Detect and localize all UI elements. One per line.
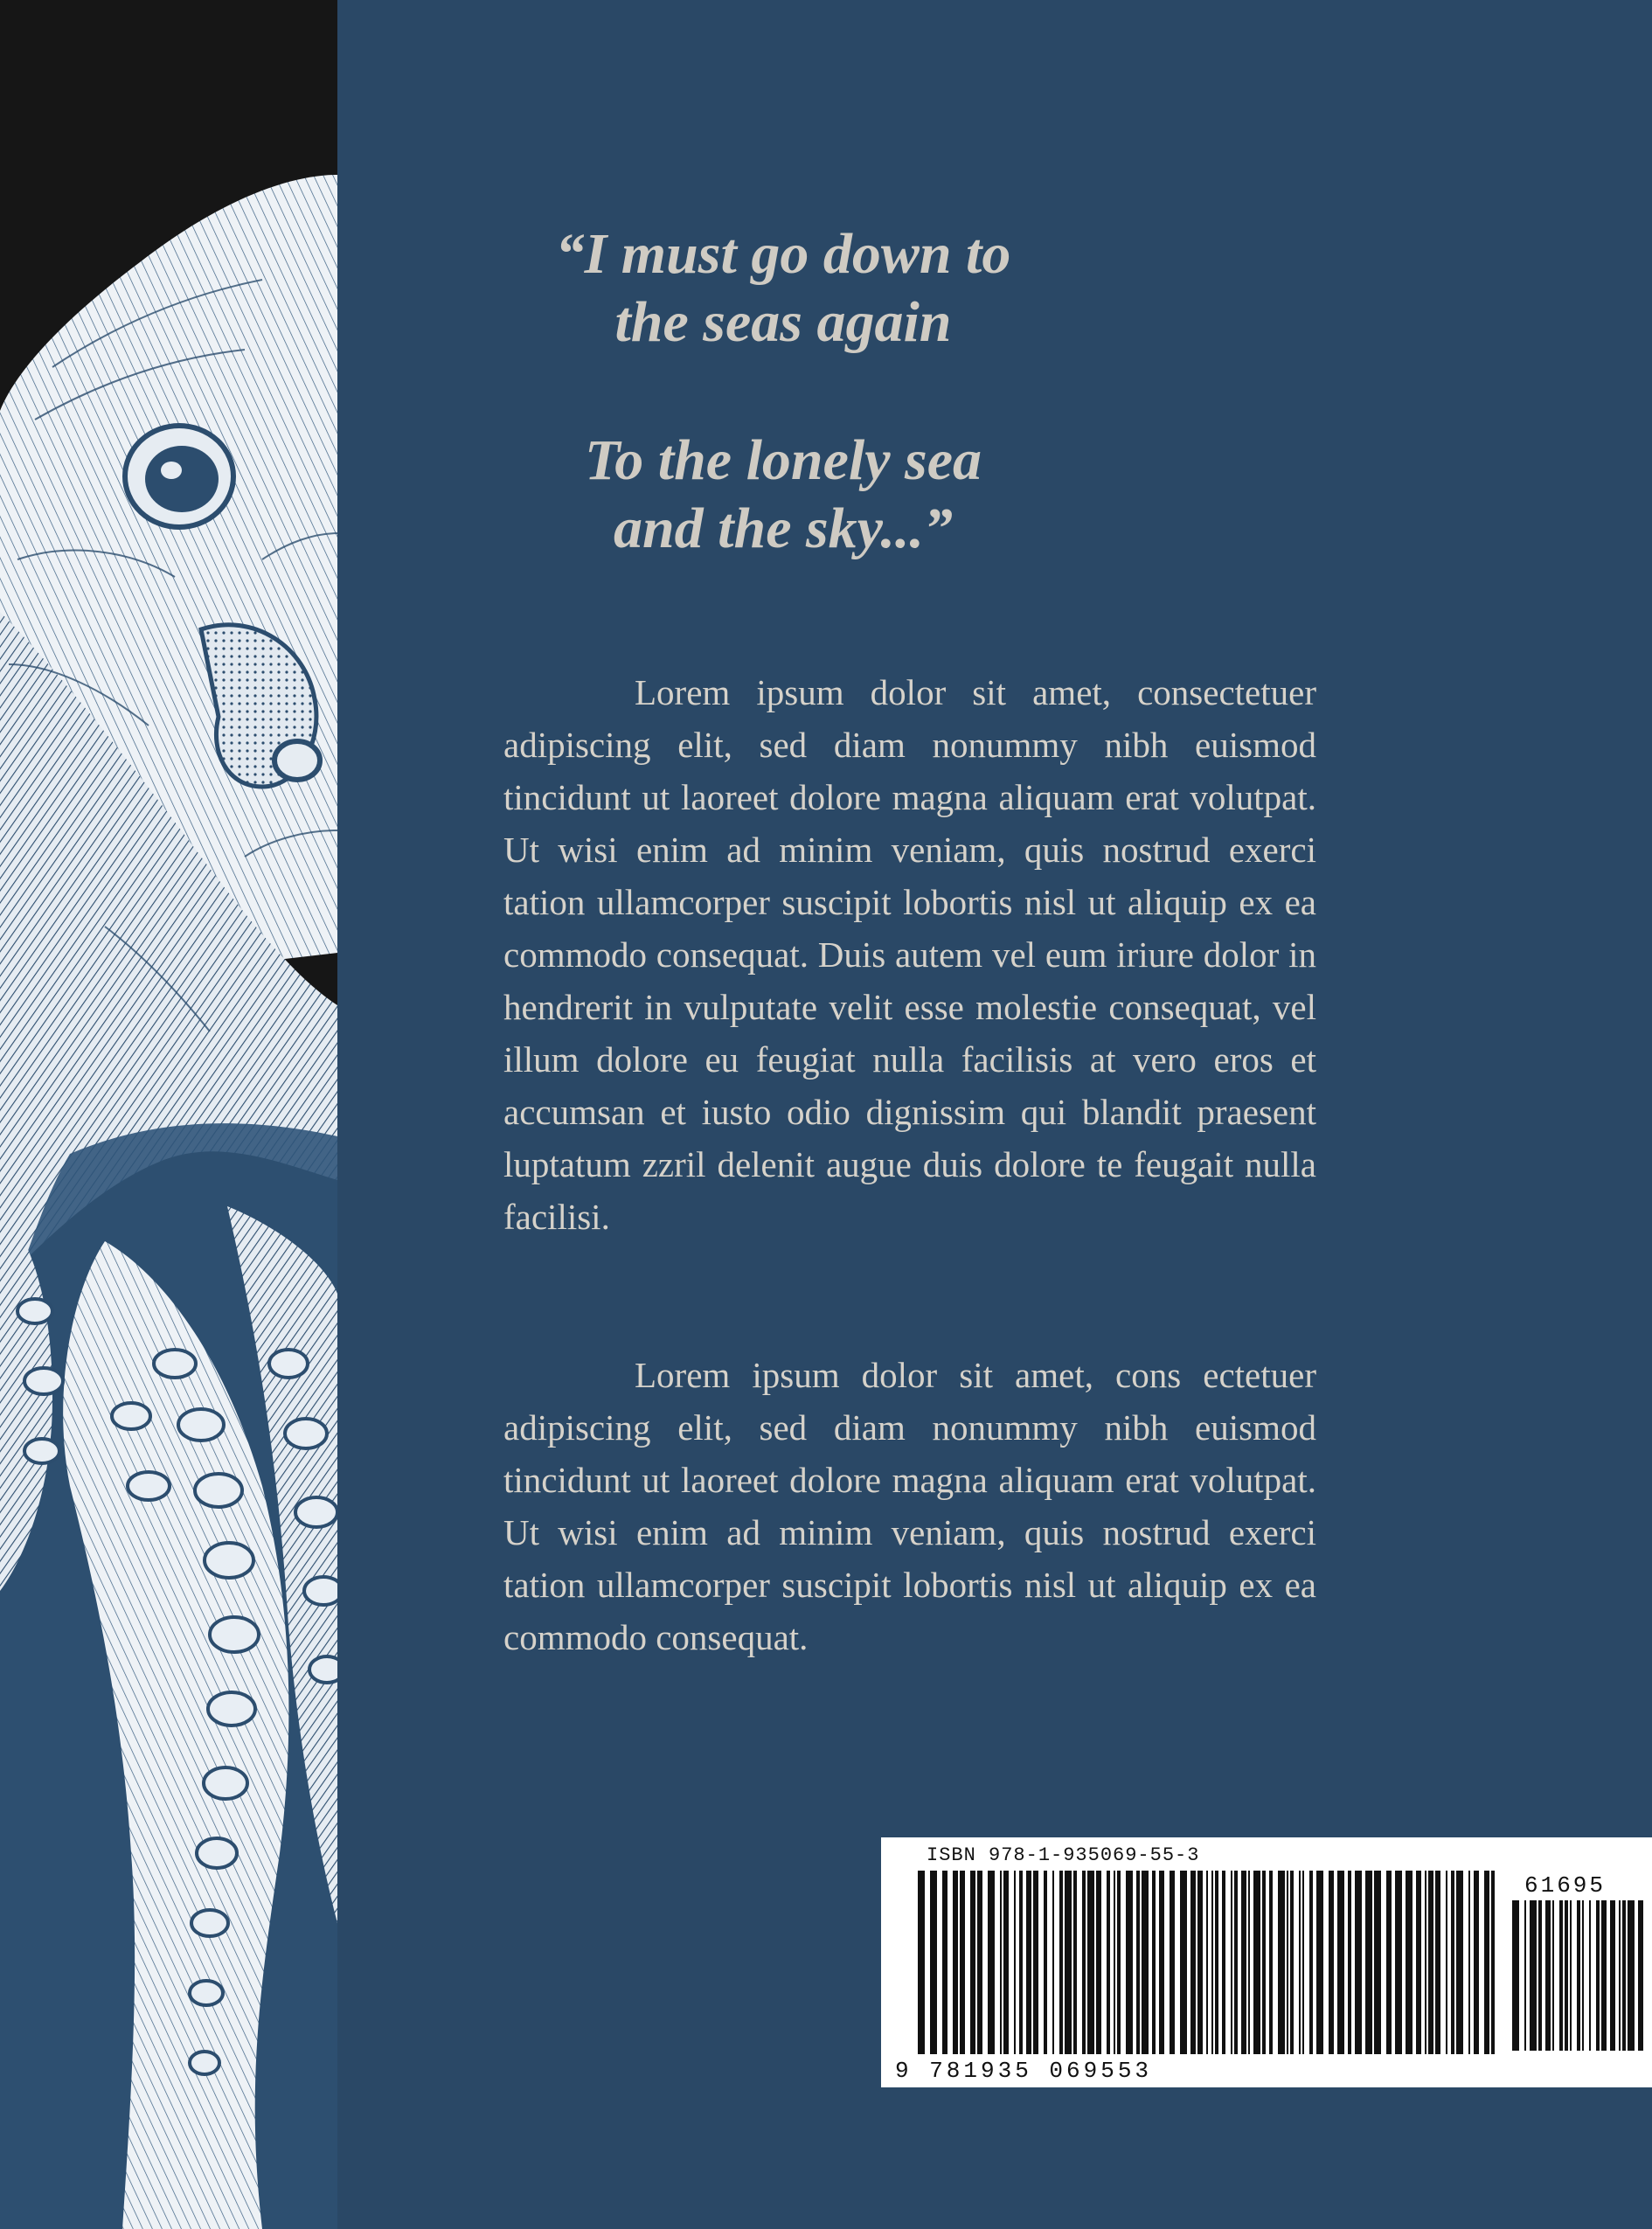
barcode-bar bbox=[960, 1871, 965, 2054]
barcode-bar bbox=[1052, 1871, 1054, 2054]
barcode-bar bbox=[1159, 1871, 1164, 2054]
barcode-bar bbox=[1484, 1871, 1489, 2054]
barcode-bar bbox=[1197, 1871, 1203, 2054]
barcode-bar bbox=[1003, 1871, 1009, 2054]
barcode-bar bbox=[1451, 1871, 1454, 2054]
barcode-bar bbox=[1552, 1900, 1554, 2051]
barcode-bar bbox=[1565, 1900, 1568, 2051]
barcode-bar bbox=[1136, 1871, 1140, 2054]
barcode-bar bbox=[1428, 1871, 1433, 2054]
barcode-bar bbox=[1309, 1871, 1313, 2054]
quote-line: the seas again bbox=[614, 290, 952, 354]
blurb-paragraph-2: Lorem ipsum dolor sit amet, cons ectetuer adipiscing elit, sed diam nonummy nibh euismod tincidunt ut laoreet dolore magna aliquam erat volutpat. Ut wisi enim ad minim veniam, quis nostrud exerci tation ullamcorper suscipit lobortis nisl ut aliquip ex ea commodo consequat. bbox=[503, 1355, 1316, 1657]
barcode-bar bbox=[1386, 1871, 1392, 2054]
quote-line: and the sky...” bbox=[613, 496, 954, 560]
barcode-bar bbox=[1512, 1900, 1519, 2051]
barcode-bar bbox=[1044, 1871, 1047, 2054]
barcode-bar bbox=[1355, 1871, 1362, 2054]
barcode-bar bbox=[1014, 1871, 1016, 2054]
barcode-bar bbox=[1468, 1871, 1470, 2054]
barcode-bar bbox=[1019, 1871, 1023, 2054]
barcode-bar bbox=[1299, 1871, 1301, 2054]
blurb-paragraph-1: Lorem ipsum dolor sit amet, consectetuer adipiscing elit, sed diam nonummy nibh euismod tincidunt ut laoreet dolore magna aliquam erat volutpat. Ut wisi enim ad minim veniam, quis nostrud exerci tation ullamcorper suscipit lobortis nisl ut aliquip ex ea commodo consequat. Duis autem vel eum iriure dolor in hendrerit in vulputate velit esse molestie consequat, vel illum dolore eu feugiat nulla facilisis at vero eros et accumsan et iusto odio dignissim qui blandit praesent luptatum zzril delenit augue duis dolore te feugait nulla facilisi. bbox=[503, 672, 1316, 1237]
barcode-bar bbox=[1456, 1871, 1463, 2054]
barcode-bar bbox=[1234, 1871, 1238, 2054]
barcode-bar bbox=[1087, 1871, 1094, 2054]
barcode-bar bbox=[953, 1871, 958, 2054]
barcode-bar bbox=[1096, 1871, 1101, 2054]
barcode-bar bbox=[1065, 1871, 1072, 2054]
barcode-bar bbox=[1000, 1871, 1002, 2054]
barcode-bar bbox=[1152, 1871, 1156, 2054]
barcode-bar bbox=[1530, 1900, 1537, 2051]
barcode-bar bbox=[1474, 1871, 1479, 2054]
quote-second-couplet bbox=[512, 427, 1054, 563]
barcode-bar bbox=[1211, 1871, 1213, 2054]
barcode-bar bbox=[1073, 1871, 1077, 2054]
back-cover-content bbox=[337, 0, 1607, 2229]
barcode-bar bbox=[1142, 1871, 1149, 2054]
barcode-bar bbox=[1596, 1900, 1600, 2051]
barcode-bar bbox=[1231, 1871, 1232, 2054]
barcode-bar bbox=[1316, 1871, 1323, 2054]
price-code: 61695 bbox=[1524, 1872, 1607, 1899]
barcode-bar bbox=[930, 1871, 937, 2054]
barcode-bar bbox=[1190, 1871, 1196, 2054]
barcode-bar bbox=[1491, 1871, 1495, 2054]
barcode-bar bbox=[977, 1871, 982, 2054]
barcode-bar bbox=[1278, 1871, 1285, 2054]
barcode-bar bbox=[1628, 1900, 1635, 2051]
barcode-bar bbox=[942, 1871, 947, 2054]
barcode-bar bbox=[1395, 1871, 1402, 2054]
barcode-bar bbox=[1114, 1871, 1115, 2054]
barcode-bar bbox=[1446, 1871, 1447, 2054]
barcode-bar bbox=[1538, 1900, 1542, 2051]
barcode-bar bbox=[1287, 1871, 1288, 2054]
quote-line: “I must go down to bbox=[555, 222, 1011, 286]
barcode-bar bbox=[1610, 1900, 1615, 2051]
barcode-bar bbox=[1365, 1871, 1372, 2054]
barcode-bar bbox=[1126, 1871, 1133, 2054]
barcode-bar bbox=[1215, 1871, 1218, 2054]
barcode-bar bbox=[1180, 1871, 1187, 2054]
barcode-bar bbox=[1033, 1871, 1038, 2054]
ean-digits: 9 781935 069553 bbox=[895, 2058, 1153, 2084]
quote-line: To the lonely sea bbox=[584, 428, 982, 492]
isbn-label: ISBN 978-1-935069-55-3 bbox=[927, 1844, 1200, 1866]
barcode-bar bbox=[1570, 1900, 1572, 2051]
barcode-bar bbox=[1082, 1871, 1086, 2054]
barcode-bar bbox=[1435, 1871, 1440, 2054]
barcode-bar bbox=[1253, 1871, 1260, 2054]
barcode-bar bbox=[1374, 1871, 1381, 2054]
octopus-illustration bbox=[0, 0, 337, 2229]
quote-first-couplet bbox=[512, 220, 1054, 357]
barcode-bar bbox=[1262, 1871, 1266, 2054]
barcode-bar bbox=[1170, 1871, 1175, 2054]
barcode-bar bbox=[1337, 1871, 1344, 2054]
barcode-bar bbox=[1241, 1871, 1246, 2054]
barcode-bar bbox=[1269, 1871, 1273, 2054]
octopus-illustration-panel bbox=[0, 0, 337, 2229]
barcode-bar bbox=[1589, 1900, 1591, 2051]
barcode-bar bbox=[1622, 1900, 1626, 2051]
barcode-bar bbox=[918, 1871, 925, 2054]
barcode-bar bbox=[1348, 1871, 1351, 2054]
barcode-bar bbox=[1117, 1871, 1121, 2054]
barcode-bar bbox=[1329, 1871, 1334, 2054]
barcode-bar bbox=[1059, 1871, 1063, 2054]
barcode-bar bbox=[1524, 1900, 1526, 2051]
barcode-bar bbox=[1577, 1900, 1580, 2051]
isbn-barcode bbox=[881, 1837, 1652, 2087]
barcode-bar bbox=[1425, 1871, 1426, 2054]
barcode-bar bbox=[1545, 1900, 1551, 2051]
barcode-bar bbox=[1290, 1871, 1294, 2054]
addon-barcode-bars bbox=[1512, 1900, 1643, 2051]
barcode-bar bbox=[1416, 1871, 1421, 2054]
ean-barcode-bars bbox=[918, 1871, 1495, 2054]
barcode-bar bbox=[988, 1871, 995, 2054]
barcode-bar bbox=[970, 1871, 975, 2054]
barcode-bar bbox=[1582, 1900, 1584, 2051]
barcode-bar bbox=[1222, 1871, 1225, 2054]
barcode-bar bbox=[1248, 1871, 1250, 2054]
barcode-bar bbox=[1406, 1871, 1413, 2054]
barcode-bar bbox=[1206, 1871, 1208, 2054]
barcode-bar bbox=[1302, 1871, 1304, 2054]
barcode-bar bbox=[1107, 1871, 1110, 2054]
barcode-bar bbox=[1559, 1900, 1563, 2051]
barcode-bar bbox=[1601, 1900, 1607, 2051]
barcode-bar bbox=[1638, 1900, 1643, 2051]
barcode-bar bbox=[1026, 1871, 1031, 2054]
barcode-bar bbox=[1619, 1900, 1621, 2051]
